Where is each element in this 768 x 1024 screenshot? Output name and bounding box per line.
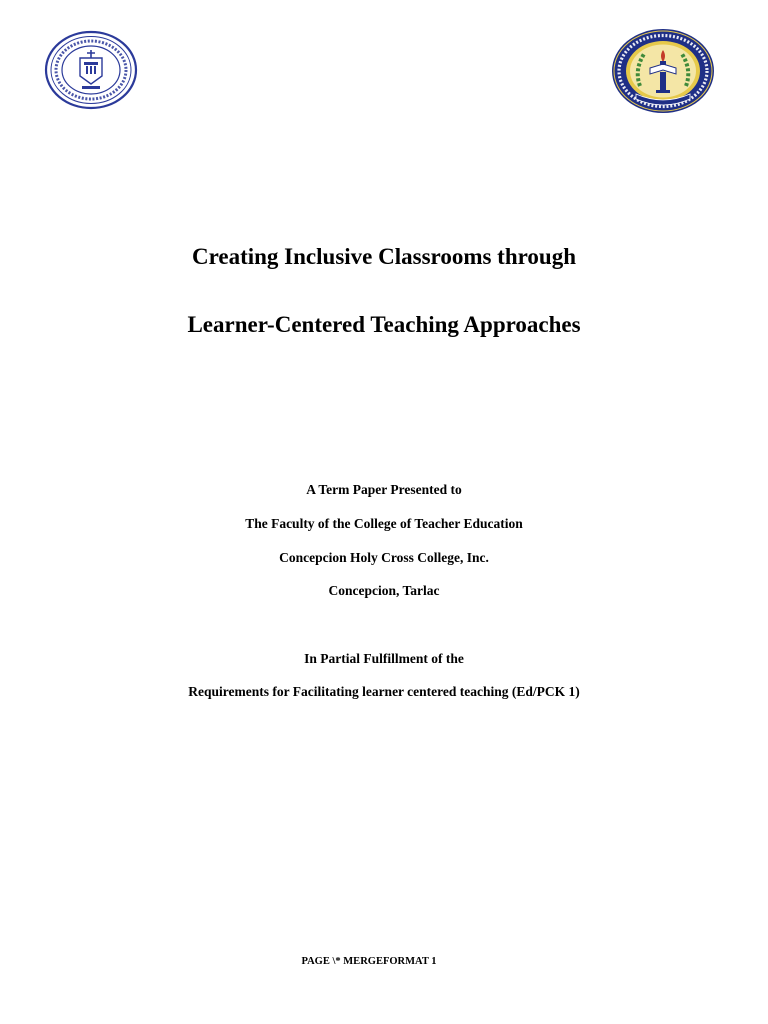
paper-title-line-2: Learner-Centered Teaching Approaches [187, 312, 581, 337]
paper-title-line-1: Creating Inclusive Classrooms through [191, 244, 576, 269]
location-line: Concepcion, Tarlac [328, 583, 440, 598]
faculty-line: The Faculty of the College of Teacher Education [245, 516, 523, 531]
education-department-seal-icon [610, 28, 716, 114]
page-number-field: PAGE \* MERGEFORMAT 1 [301, 956, 437, 967]
institution-line: Concepcion Holy Cross College, Inc. [279, 550, 489, 565]
fulfillment-line: In Partial Fulfillment of the [304, 651, 464, 666]
presented-to-line: A Term Paper Presented to [306, 482, 462, 497]
school-seal-icon [44, 30, 138, 110]
requirements-line: Requirements for Facilitating learner centered teaching (Ed/PCK 1) [188, 684, 580, 699]
